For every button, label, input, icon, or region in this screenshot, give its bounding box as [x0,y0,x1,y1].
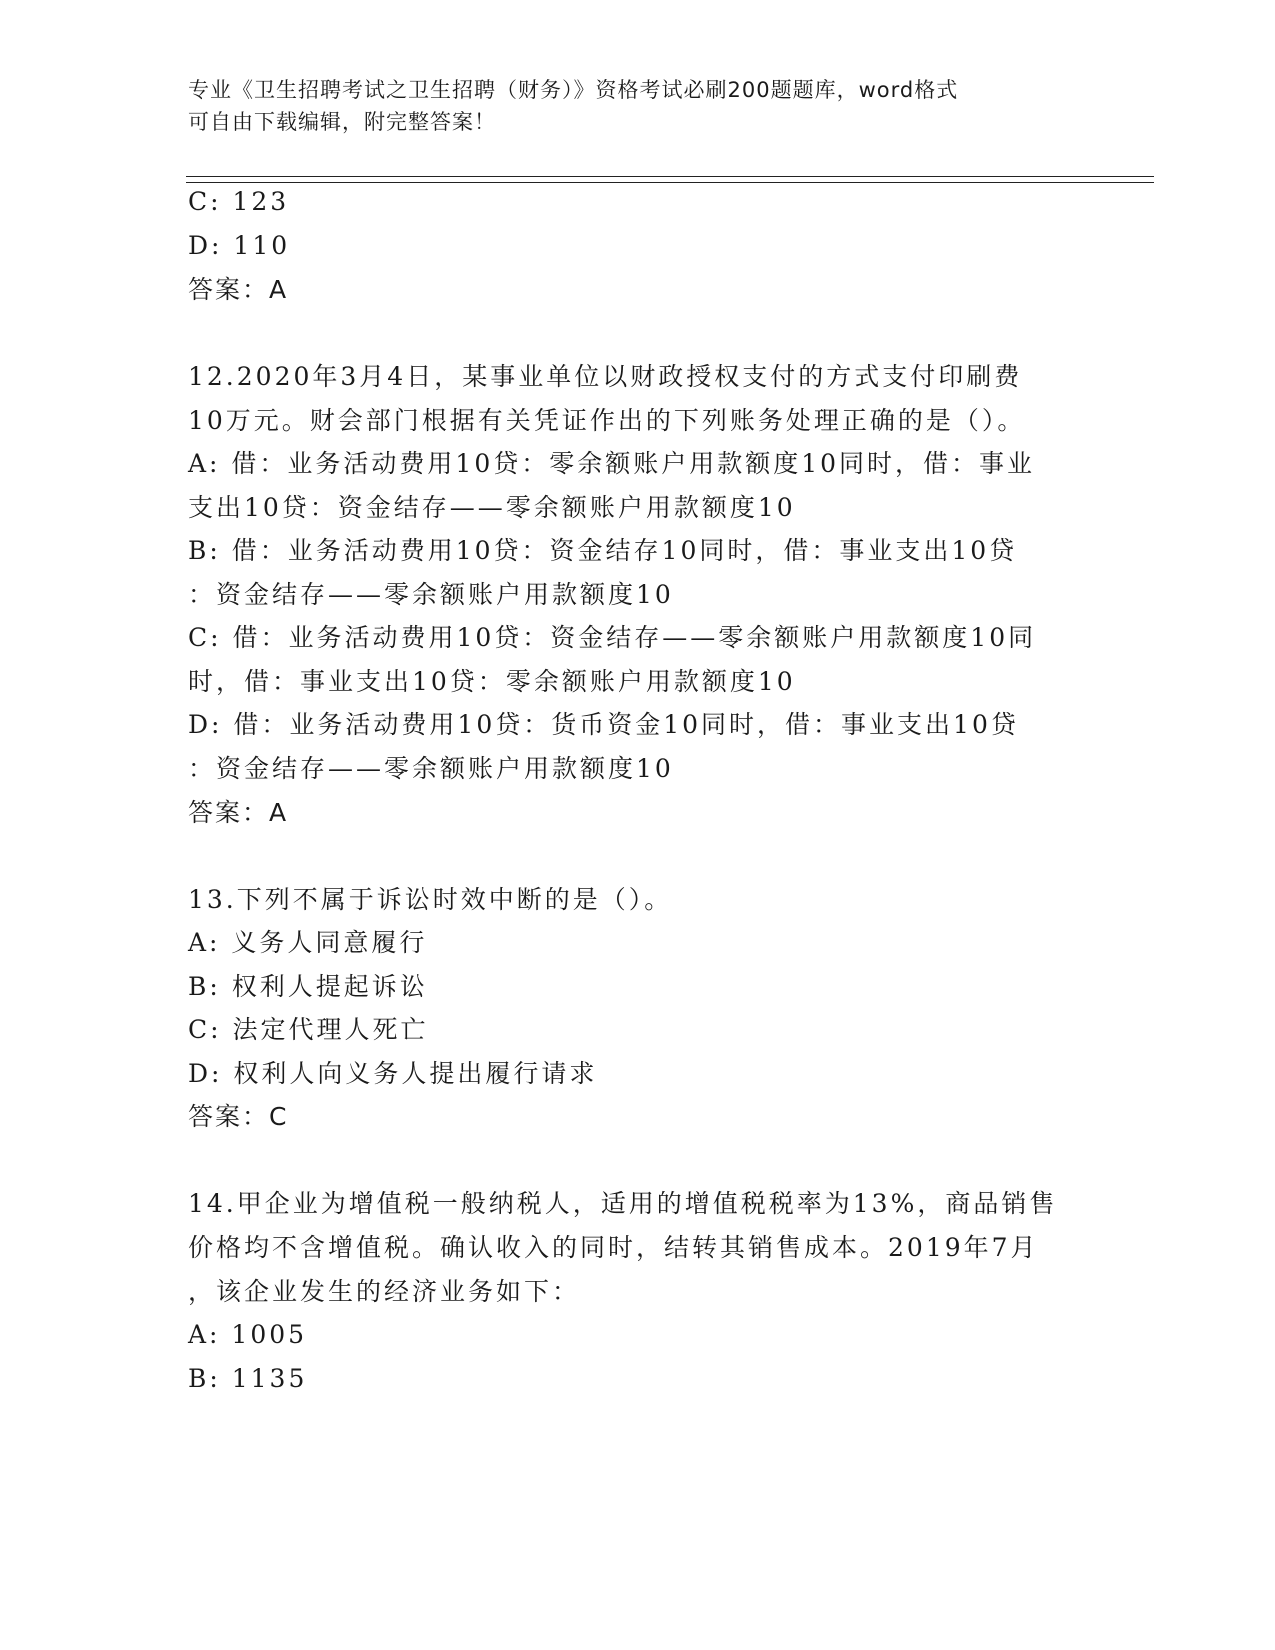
q13-answer: 答案：C [188,1102,289,1131]
q13-option-b: B: 权利人提起诉讼 [188,972,428,1001]
q14-stem-line-2: 价格均不含增值税。确认收入的同时，结转其销售成本。2019年7月 [188,1233,1039,1262]
q12-answer: 答案：A [188,798,289,827]
q12-option-b-line-2: ：资金结存——零余额账户用款额度10 [188,580,674,609]
q14-option-a: A: 1005 [188,1320,308,1349]
q11-option-c: C: 123 [188,187,290,216]
header-line-2: 可自由下载编辑，附完整答案！ [188,110,496,134]
q12-option-b-line-1: B: 借：业务活动费用10贷：资金结存10同时，借：事业支出10贷 [188,536,1018,565]
q12-option-a-line-2: 支出10贷：资金结存——零余额账户用款额度10 [188,493,796,522]
q12-option-d-line-1: D: 借：业务活动费用10贷：货币资金10同时，借：事业支出10贷 [188,710,1019,739]
q13-stem: 13.下列不属于诉讼时效中断的是（）。 [188,885,673,914]
q11-option-d: D: 110 [188,231,291,260]
q12-stem-line-2: 10万元。财会部门根据有关凭证作出的下列账务处理正确的是（）。 [188,406,1026,435]
header-rule-top [186,176,1154,177]
q12-option-c-line-1: C: 借：业务活动费用10贷：资金结存——零余额账户用款额度10同 [188,623,1037,652]
q14-stem-line-1: 14.甲企业为增值税一般纳税人，适用的增值税税率为13%，商品销售 [188,1189,1058,1218]
q14-option-b: B: 1135 [188,1364,308,1393]
q13-option-d: D: 权利人向义务人提出履行请求 [188,1059,598,1088]
header-line-1: 专业《卫生招聘考试之卫生招聘（财务）》资格考试必刷200题题库，word格式 [188,78,959,102]
q12-option-c-line-2: 时，借：事业支出10贷：零余额账户用款额度10 [188,667,796,696]
q11-answer: 答案：A [188,275,289,304]
q12-stem-line-1: 12.2020年3月4日，某事业单位以财政授权支付的方式支付印刷费 [188,362,1023,391]
header-rule-bottom [186,182,1154,183]
q14-stem-line-3: ，该企业发生的经济业务如下： [188,1277,581,1306]
q12-option-d-line-2: ：资金结存——零余额账户用款额度10 [188,754,674,783]
q13-option-a: A: 义务人同意履行 [188,928,428,957]
document-header [188,74,1068,138]
q13-option-c: C: 法定代理人死亡 [188,1015,429,1044]
q12-option-a-line-1: A: 借：业务活动费用10贷：零余额账户用款额度10同时，借：事业 [188,449,1036,478]
